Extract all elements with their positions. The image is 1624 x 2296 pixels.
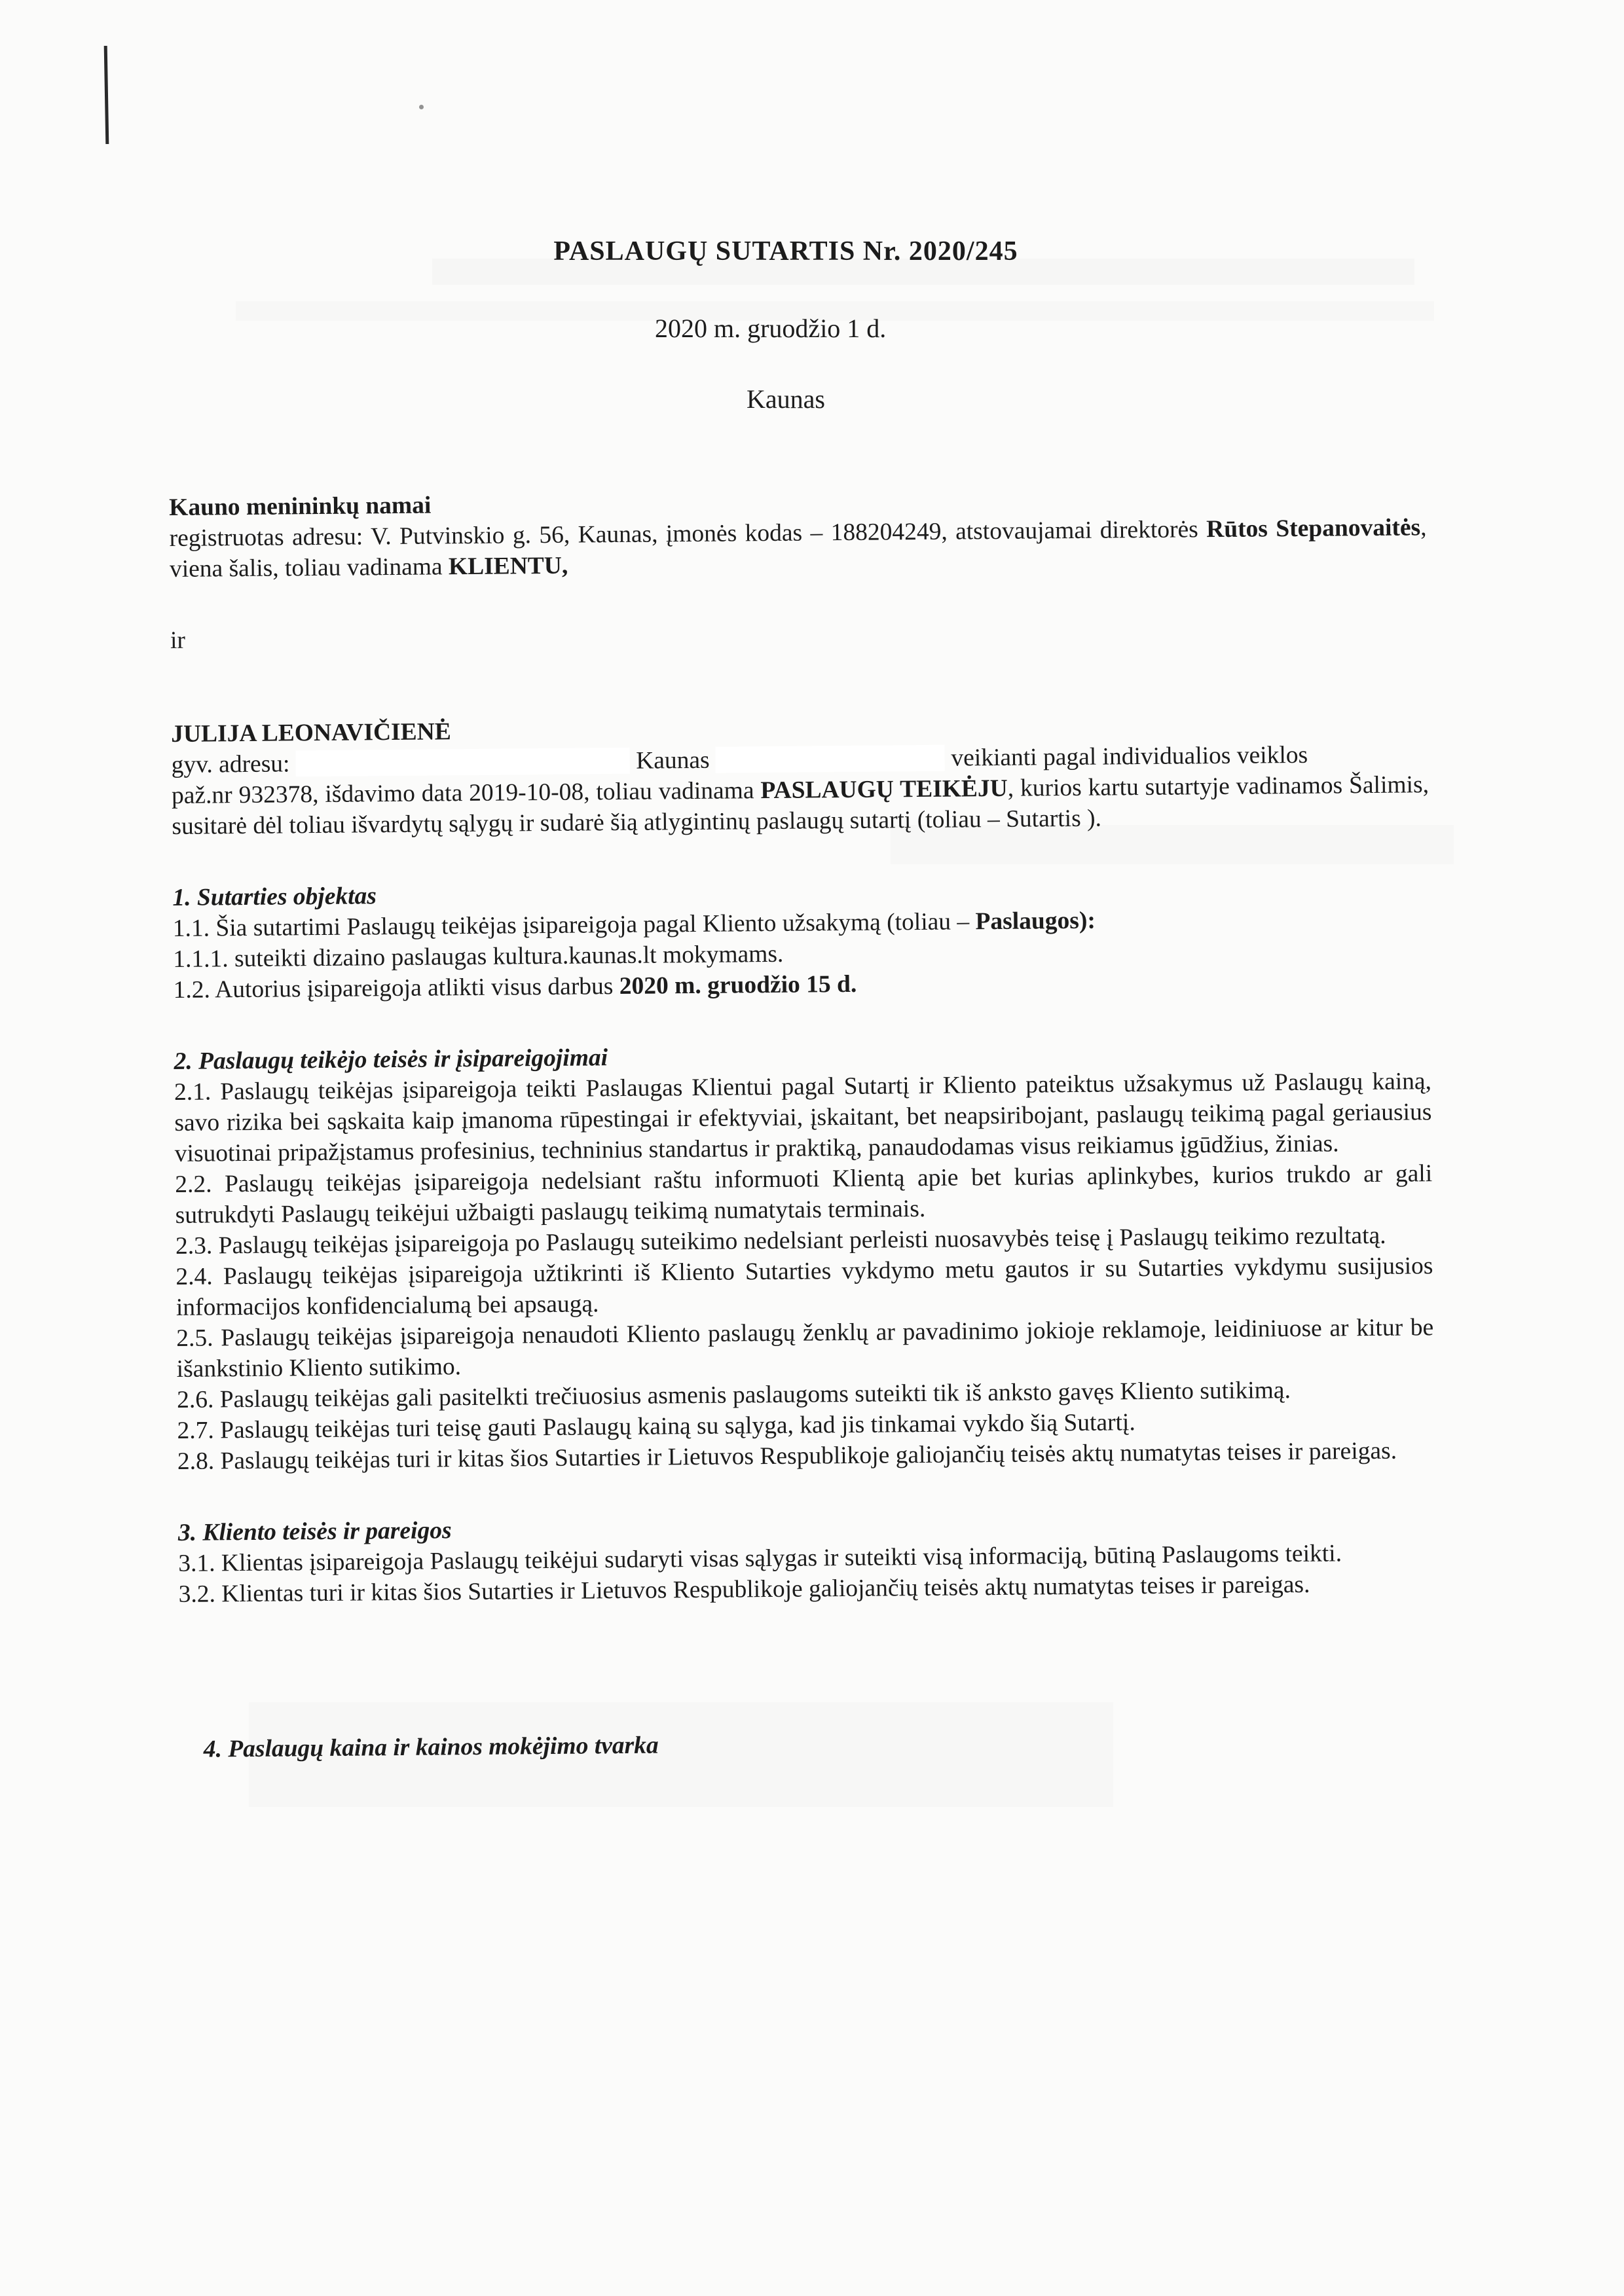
- scan-margin-mark: [104, 46, 109, 144]
- clause-2-1: 2.1. Paslaugų teikėjas įsipareigoja teikti Paslaugas Klientui pagal Sutartį ir Kliento pateiktus užsakymus už Paslaugų kainą, savo rizika bei sąskaita kaip įmanoma rūpestingai ir efektyviai, įskaitant, bet neapsiribojant, paslaugų teikimą pagal geriausius visuotinai pripažįstamus profesinius, techninius standartus ir praktiką, panaudodamas visus reikiamus įgūdžius, žinias.: [174, 1068, 1432, 1167]
- party-conjunction: ir: [170, 627, 186, 654]
- client-details: registruotas adresu: V. Putvinskio g. 56, Kaunas, įmonės kodas – 188204249, atstovaujamai direktorės Rūtos Stepanovaitės, viena šalis, toliau vadinama KLIENTU,: [169, 514, 1427, 583]
- section-heading-4: 4. Paslaugų kaina ir kainos mokėjimo tvarka: [203, 1732, 659, 1763]
- clause-1-1: 1.1. Šia sutartimi Paslaugų teikėjas įsipareigoja pagal Kliento užsakymą (toliau – Paslaugos):: [172, 907, 1096, 942]
- contract-date: 2020 m. gruodžio 1 d.: [655, 314, 887, 343]
- client-designation: KLIENTU,: [448, 552, 568, 581]
- clause-2-5: 2.5. Paslaugų teikėjas įsipareigoja nenaudoti Kliento paslaugų ženklų ar pavadinimo jokioje reklamoje, leidiniuose ar kitur be išankstinio Kliento sutikimo.: [176, 1314, 1434, 1383]
- clause-2-8: 2.8. Paslaugų teikėjas turi ir kitas šios Sutarties ir Lietuvos Respublikoje galiojančių teisės aktų numatytas teises ir pareigas.: [177, 1437, 1397, 1475]
- clause-3-2: 3.2. Klientas turi ir kitas šios Sutarties ir Lietuvos Respublikoje galiojančių teisės aktų numatytas teises ir pareigas.: [178, 1571, 1310, 1608]
- contract-body: [169, 481, 1437, 1765]
- provider-name: JULIJA LEONAVIČIENĖ: [171, 718, 451, 748]
- clause-2-2: 2.2. Paslaugų teikėjas įsipareigoja nedelsiant raštu informuoti Klientą apie bet kurias aplinkybes, kurios trukdo ar gali sutrukdyti Paslaugų teikėjui užbaigti paslaugų teikimą numatytais terminais.: [175, 1160, 1433, 1229]
- section-heading-2: 2. Paslaugų teikėjo teisės ir įsipareigojimai: [174, 1044, 608, 1075]
- provider-designation: PASLAUGŲ TEIKĖJU: [760, 774, 1008, 805]
- provider-address-line: gyv. adresu: Kaunas veikianti pagal individualios veiklos: [171, 741, 1308, 778]
- clause-3-1: 3.1. Klientas įsipareigoja Paslaugų teikėjui sudaryti visas sąlygas ir suteikti visą informaciją, būtiną Paslaugoms teikti.: [178, 1540, 1342, 1577]
- redaction-block: [296, 748, 630, 776]
- section-heading-1: 1. Sutarties objektas: [172, 883, 377, 911]
- scan-dot: [419, 105, 424, 109]
- client-name: Kauno menininkų namai: [169, 492, 432, 521]
- page-title: PASLAUGŲ SUTARTIS Nr. 2020/245: [553, 236, 1018, 266]
- clause-2-4: 2.4. Paslaugų teikėjas įsipareigoja užtikrinti iš Kliento Sutarties vykdymo metu gautos ir su Sutarties vykdymu susijusios informacijos konfidencialumą bei apsaugą.: [175, 1252, 1433, 1321]
- redaction-block: [716, 745, 945, 773]
- clause-1-1-1: 1.1.1. suteikti dizaino paslaugas kultura.kaunas.lt mokymams.: [173, 940, 784, 973]
- provider-details: paž.nr 932378, išdavimo data 2019-10-08, toliau vadinama PASLAUGŲ TEIKĖJU, kurios kartu sutartyje vadinamos Šalimis, susitarė dėl toliau išvardytų sąlygų ir sudarė šią atlygintinų paslaugų sutartį (toliau – Sutartis ).: [171, 771, 1430, 840]
- clause-2-3: 2.3. Paslaugų teikėjas įsipareigoja po Paslaugų suteikimo nedelsiant perleisti nuosavybės teisę į Paslaugų teikimo rezultatą.: [175, 1222, 1386, 1260]
- contract-city: Kaunas: [747, 384, 825, 414]
- section-heading-3: 3. Kliento teisės ir pareigos: [177, 1517, 452, 1546]
- client-representative: Rūtos Stepanovaitės: [1206, 514, 1421, 543]
- clause-2-7: 2.7. Paslaugų teikėjas turi teisę gauti Paslaugų kainą su sąlyga, kad jis tinkamai vykdo šią Sutartį.: [177, 1409, 1135, 1444]
- clause-1-2: 1.2. Autorius įsipareigoja atlikti visus darbus 2020 m. gruodžio 15 d.: [173, 970, 857, 1004]
- clause-2-6: 2.6. Paslaugų teikėjas gali pasitelkti trečiuosius asmenis paslaugoms suteikti tik iš anksto gavęs Kliento sutikimą.: [176, 1377, 1291, 1413]
